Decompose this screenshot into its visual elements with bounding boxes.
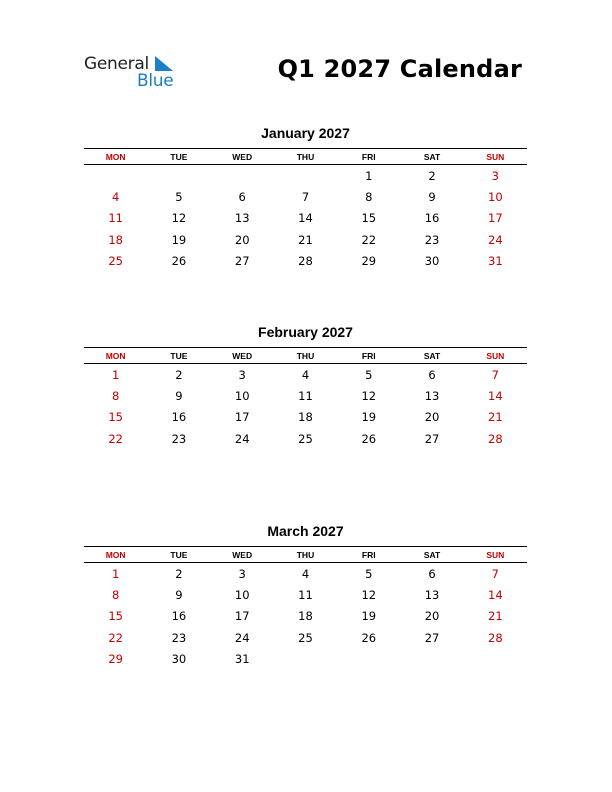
- day-cell: 31: [488, 254, 503, 269]
- week-row: [84, 606, 527, 627]
- day-cell: 12: [361, 588, 377, 603]
- day-cell: 4: [301, 367, 310, 382]
- day-cell: 29: [361, 254, 377, 269]
- day-cell: 17: [488, 211, 503, 226]
- day-cell: 5: [365, 566, 373, 581]
- week-row: [84, 649, 527, 670]
- weekday-header: WED: [211, 547, 274, 563]
- day-cell: 1: [111, 367, 120, 382]
- month-february: [84, 323, 527, 450]
- day-cell: 24: [488, 232, 503, 247]
- day-cell: 7: [301, 190, 310, 205]
- week-row: [84, 627, 527, 648]
- day-cell: 5: [365, 367, 373, 382]
- weekday-header: MON: [84, 547, 147, 563]
- weekday-header: THU: [274, 149, 337, 165]
- page-title: Q1 2027 Calendar: [277, 55, 522, 83]
- day-cell: 25: [108, 254, 123, 269]
- day-cell: 8: [111, 588, 120, 603]
- empty-day-cell: [464, 649, 527, 670]
- day-cell: 10: [234, 588, 250, 603]
- day-cell: 16: [171, 410, 187, 425]
- empty-day-cell: [274, 165, 337, 187]
- week-row: [84, 165, 527, 187]
- day-cell: 2: [175, 367, 183, 382]
- day-cell: 1: [365, 168, 373, 183]
- day-cell: 14: [298, 211, 313, 226]
- month-january: [84, 124, 527, 272]
- weekday-header: WED: [211, 348, 274, 364]
- day-cell: 23: [171, 630, 187, 645]
- day-cell: 28: [488, 431, 503, 446]
- day-cell: 15: [361, 211, 377, 226]
- weekday-header: FRI: [337, 547, 400, 563]
- day-cell: 11: [298, 389, 313, 404]
- day-cell: 24: [234, 431, 250, 446]
- empty-day-cell: [147, 165, 210, 187]
- weekday-header: SAT: [400, 149, 463, 165]
- day-cell: 4: [111, 190, 120, 205]
- day-cell: 4: [301, 566, 310, 581]
- day-cell: 18: [298, 609, 313, 624]
- weekday-header-row: [84, 547, 527, 563]
- day-cell: 30: [171, 652, 187, 667]
- day-cell: 19: [361, 609, 377, 624]
- weekday-header: SUN: [464, 348, 527, 364]
- day-cell: 26: [361, 431, 377, 446]
- weekday-header: SAT: [400, 348, 463, 364]
- day-cell: 14: [488, 389, 503, 404]
- weekday-header: WED: [211, 149, 274, 165]
- day-cell: 26: [171, 254, 187, 269]
- day-cell: 13: [234, 211, 250, 226]
- day-cell: 11: [298, 588, 313, 603]
- day-cell: 7: [491, 367, 499, 382]
- month-title: January 2027: [261, 125, 350, 141]
- weekday-header: THU: [274, 547, 337, 563]
- day-cell: 19: [171, 232, 187, 247]
- day-cell: 9: [175, 389, 183, 404]
- weekday-header: FRI: [337, 149, 400, 165]
- week-row: [84, 251, 527, 272]
- day-cell: 6: [428, 367, 436, 382]
- day-cell: 8: [111, 389, 120, 404]
- day-cell: 26: [361, 630, 377, 645]
- month-march: [84, 522, 527, 670]
- day-cell: 23: [171, 431, 187, 446]
- day-cell: 20: [424, 410, 440, 425]
- day-cell: 2: [428, 168, 436, 183]
- day-cell: 10: [234, 389, 250, 404]
- day-cell: 3: [491, 168, 499, 183]
- week-row: [84, 229, 527, 250]
- day-cell: 25: [298, 431, 313, 446]
- day-cell: 25: [298, 630, 313, 645]
- empty-day-cell: [84, 165, 147, 187]
- month-title: March 2027: [267, 523, 344, 539]
- day-cell: 13: [424, 588, 440, 603]
- day-cell: 28: [488, 630, 503, 645]
- day-cell: 5: [175, 190, 183, 205]
- weekday-header: SUN: [464, 149, 527, 165]
- week-row: [84, 208, 527, 229]
- empty-day-cell: [211, 165, 274, 187]
- empty-day-cell: [400, 649, 463, 670]
- weekday-header-row: [84, 149, 527, 165]
- day-cell: 21: [488, 609, 503, 624]
- day-cell: 3: [238, 566, 246, 581]
- day-cell: 8: [365, 190, 373, 205]
- day-cell: 11: [108, 211, 123, 226]
- day-cell: 22: [108, 630, 123, 645]
- day-cell: 3: [238, 367, 246, 382]
- day-cell: 27: [424, 431, 440, 446]
- weekday-header: FRI: [337, 348, 400, 364]
- weekday-header: MON: [84, 149, 147, 165]
- day-cell: 27: [424, 630, 440, 645]
- day-cell: 21: [488, 410, 503, 425]
- week-row: [84, 563, 527, 585]
- weekday-header: MON: [84, 348, 147, 364]
- day-cell: 12: [361, 389, 377, 404]
- day-cell: 22: [108, 431, 123, 446]
- day-cell: 18: [108, 232, 123, 247]
- empty-day-cell: [274, 649, 337, 670]
- day-cell: 12: [171, 211, 187, 226]
- day-cell: 10: [488, 190, 503, 205]
- day-cell: 6: [238, 190, 246, 205]
- week-row: [84, 407, 527, 428]
- day-cell: 15: [108, 410, 123, 425]
- day-cell: 19: [361, 410, 377, 425]
- empty-day-cell: [337, 649, 400, 670]
- day-cell: 24: [234, 630, 250, 645]
- day-cell: 20: [234, 232, 250, 247]
- day-cell: 28: [298, 254, 313, 269]
- weekday-header: TUE: [147, 547, 210, 563]
- month-calendar-table: [84, 148, 527, 272]
- day-cell: 31: [234, 652, 250, 667]
- week-row: [84, 428, 527, 449]
- day-cell: 1: [111, 566, 120, 581]
- day-cell: 16: [171, 609, 187, 624]
- day-cell: 9: [428, 190, 436, 205]
- day-cell: 23: [424, 232, 440, 247]
- month-calendar-table: [84, 546, 527, 670]
- day-cell: 13: [424, 389, 440, 404]
- day-cell: 15: [108, 609, 123, 624]
- day-cell: 27: [234, 254, 250, 269]
- day-cell: 21: [298, 232, 313, 247]
- day-cell: 22: [361, 232, 377, 247]
- logo-word-blue: Blue: [137, 71, 174, 91]
- weekday-header: TUE: [147, 348, 210, 364]
- day-cell: 14: [488, 588, 503, 603]
- day-cell: 7: [491, 566, 499, 581]
- week-row: [84, 186, 527, 207]
- week-row: [84, 584, 527, 605]
- day-cell: 29: [108, 652, 123, 667]
- day-cell: 17: [234, 410, 250, 425]
- month-calendar-table: [84, 347, 527, 450]
- generalblue-logo: [84, 54, 184, 94]
- weekday-header: THU: [274, 348, 337, 364]
- day-cell: 18: [298, 410, 313, 425]
- weekday-header: SAT: [400, 547, 463, 563]
- logo-word-general: General: [84, 54, 149, 74]
- week-row: [84, 385, 527, 406]
- weekday-header-row: [84, 348, 527, 364]
- day-cell: 16: [424, 211, 440, 226]
- weekday-header: SUN: [464, 547, 527, 563]
- day-cell: 20: [424, 609, 440, 624]
- weekday-header: TUE: [147, 149, 210, 165]
- day-cell: 2: [175, 566, 183, 581]
- day-cell: 6: [428, 566, 436, 581]
- month-title: February 2027: [258, 324, 353, 340]
- week-row: [84, 364, 527, 386]
- day-cell: 30: [424, 254, 440, 269]
- day-cell: 17: [234, 609, 250, 624]
- day-cell: 9: [175, 588, 183, 603]
